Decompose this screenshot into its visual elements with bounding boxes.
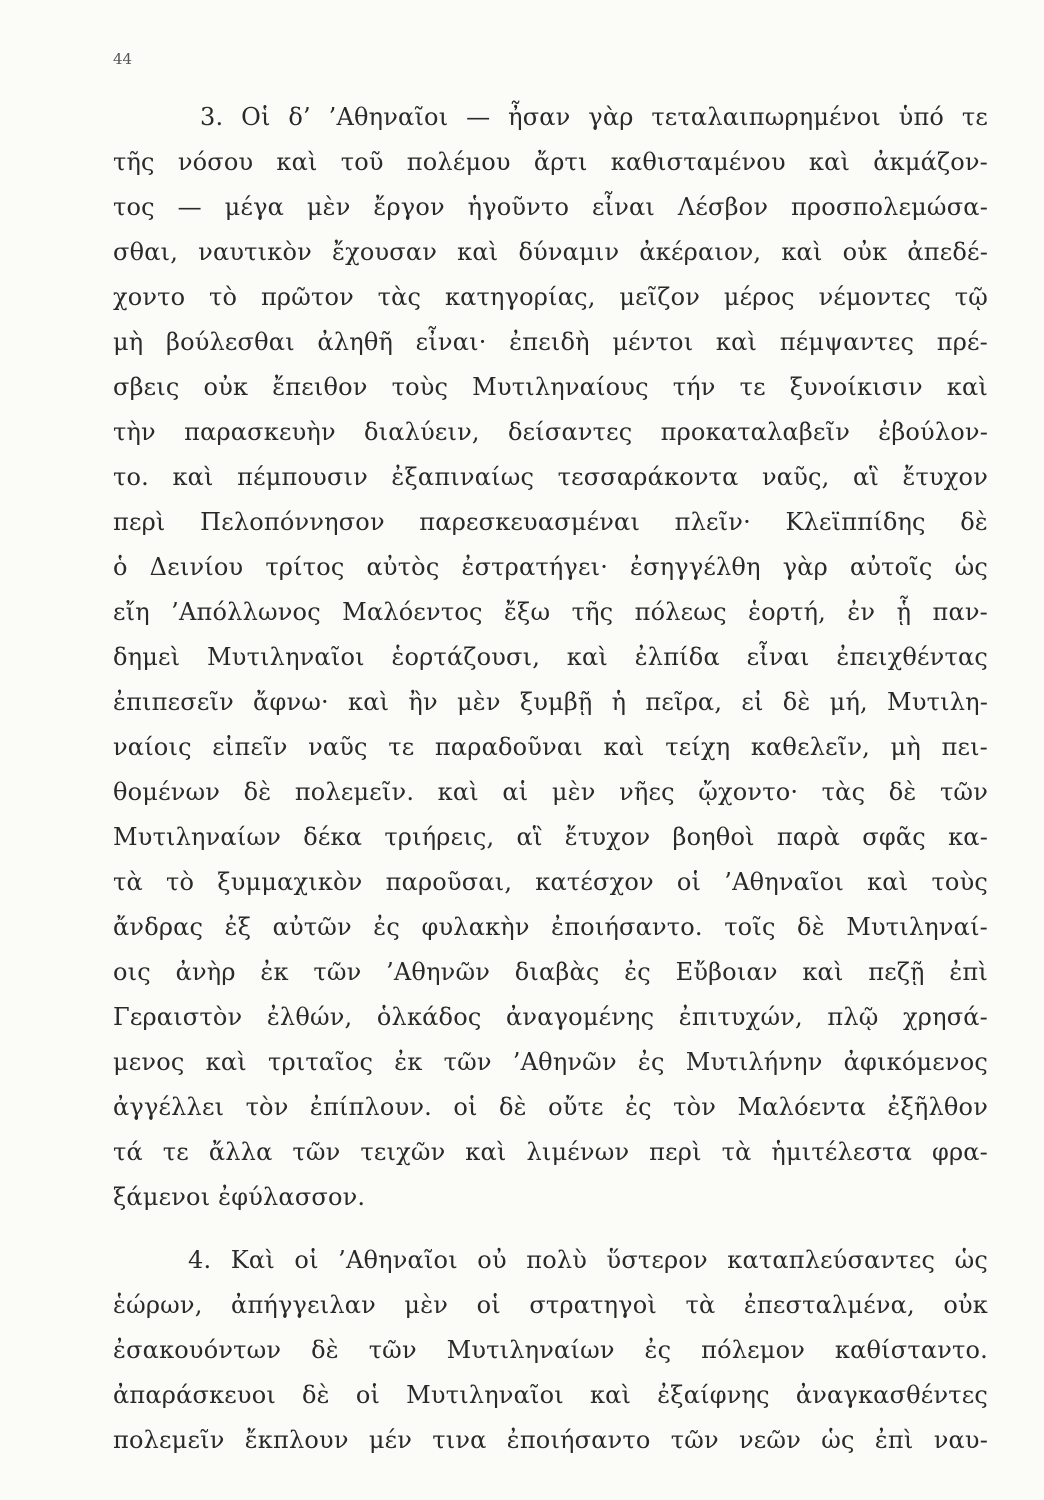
text-line: δημεὶ Μυτιληναῖοι ἑορτάζουσι, καὶ ἐλπίδα εἶναι ἐπειχθέντας (113, 643, 988, 671)
text-line: Γεραιστὸν ἐλθών, ὁλκάδος ἀναγομένης ἐπιτυχών, πλῷ χρησά- (113, 1003, 988, 1031)
text-line: ὁ Δεινίου τρίτος αὐτὸς ἐστρατήγει· ἐσηγγέλθη γὰρ αὐτοῖς ὡς (113, 553, 988, 581)
text-line: περὶ Πελοπόννησον παρεσκευασμέναι πλεῖν· Κλεϊππίδης δὲ (113, 508, 988, 536)
text-line: τος — μέγα μὲν ἔργον ἡγοῦντο εἶναι Λέσβον προσπολεμώσα- (113, 193, 988, 221)
page-number: 44 (113, 50, 133, 68)
text-line: σθαι, ναυτικὸν ἔχουσαν καὶ δύναμιν ἀκέραιον, καὶ οὐκ ἀπεδέ- (113, 238, 988, 266)
text-line: ἀγγέλλει τὸν ἐπίπλουν. οἱ δὲ οὔτε ἐς τὸν Μαλόεντα ἐξῆλθον (113, 1093, 988, 1121)
text-line: τὰ τὸ ξυμμαχικὸν παροῦσαι, κατέσχον οἱ ’Αθηναῖοι καὶ τοὺς (113, 868, 988, 896)
text-line: 4. Καὶ οἱ ’Αθηναῖοι οὐ πολὺ ὕστερον καταπλεύσαντες ὡς (188, 1246, 988, 1274)
text-line: ἐπιπεσεῖν ἄφνω· καὶ ἢν μὲν ξυμβῇ ἡ πεῖρα, εἰ δὲ μή, Μυτιλη- (113, 688, 988, 716)
text-line: τῆς νόσου καὶ τοῦ πολέμου ἄρτι καθισταμένου καὶ ἀκμάζον- (113, 148, 988, 176)
text-line: πολεμεῖν ἔκπλουν μέν τινα ἐποιήσαντο τῶν νεῶν ὡς ἐπὶ ναυ- (113, 1426, 988, 1454)
text-line: χοντο τὸ πρῶτον τὰς κατηγορίας, μεῖζον μέρος νέμοντες τῷ (113, 283, 988, 311)
text-line: τὴν παρασκευὴν διαλύειν, δείσαντες προκαταλαβεῖν ἐβούλον- (113, 418, 988, 446)
text-line: τά τε ἄλλα τῶν τειχῶν καὶ λιμένων περὶ τὰ ἡμιτέλεστα φρα- (113, 1138, 988, 1166)
text-line: ξάμενοι ἐφύλασσον. (113, 1183, 366, 1211)
text-line: ἀπαράσκευοι δὲ οἱ Μυτιληναῖοι καὶ ἐξαίφνης ἀναγκασθέντες (113, 1381, 988, 1409)
text-line: ἐσακουόντων δὲ τῶν Μυτιληναίων ἐς πόλεμον καθίσταντο. (113, 1336, 988, 1364)
text-line: το. καὶ πέμπουσιν ἐξαπιναίως τεσσαράκοντα ναῦς, αἳ ἔτυχον (113, 463, 988, 491)
text-line: Μυτιληναίων δέκα τριήρεις, αἳ ἔτυχον βοηθοὶ παρὰ σφᾶς κα- (113, 823, 988, 851)
text-line: ἄνδρας ἐξ αὐτῶν ἐς φυλακὴν ἐποιήσαντο. τοῖς δὲ Μυτιληναί- (113, 913, 988, 941)
text-line: ναίοις εἰπεῖν ναῦς τε παραδοῦναι καὶ τείχη καθελεῖν, μὴ πει- (113, 733, 988, 761)
text-line: σβεις οὐκ ἔπειθον τοὺς Μυτιληναίους τήν τε ξυνοίκισιν καὶ (113, 373, 988, 401)
text-line: μὴ βούλεσθαι ἀληθῆ εἶναι· ἐπειδὴ μέντοι καὶ πέμψαντες πρέ- (113, 328, 988, 356)
text-line: ἑώρων, ἀπήγγειλαν μὲν οἱ στρατηγοὶ τὰ ἐπεσταλμένα, οὐκ (113, 1291, 988, 1319)
text-line: εἴη ’Απόλλωνος Μαλόεντος ἔξω τῆς πόλεως ἑορτή, ἐν ᾗ παν- (113, 598, 988, 626)
text-line: 3. Οἱ δ’ ’Αθηναῖοι — ἦσαν γὰρ τεταλαιπωρημένοι ὑπό τε (200, 103, 988, 131)
text-line: οις ἀνὴρ ἐκ τῶν ’Αθηνῶν διαβὰς ἐς Εὔβοιαν καὶ πεζῇ ἐπὶ (113, 958, 988, 986)
text-line: θομένων δὲ πολεμεῖν. καὶ αἱ μὲν νῆες ᾤχοντο· τὰς δὲ τῶν (113, 778, 988, 806)
text-line: μενος καὶ τριταῖος ἐκ τῶν ’Αθηνῶν ἐς Μυτιλήνην ἀφικόμενος (113, 1048, 988, 1076)
